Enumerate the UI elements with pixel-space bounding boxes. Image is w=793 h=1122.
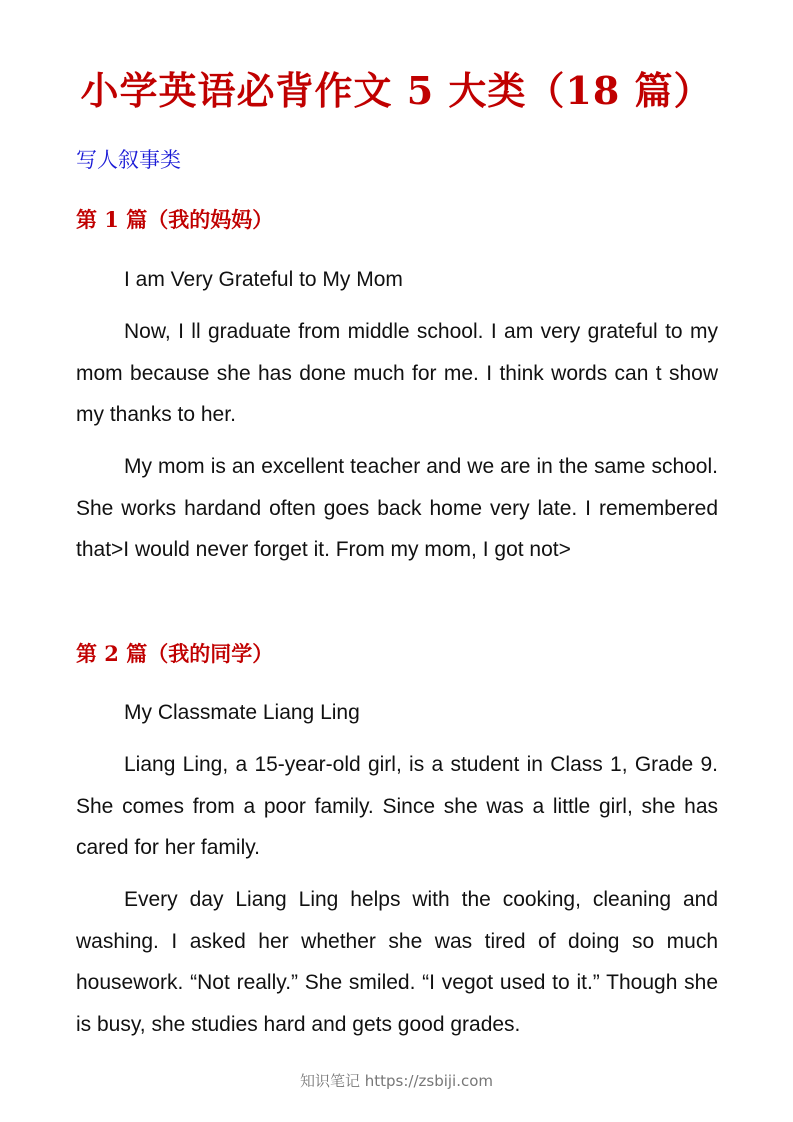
article-1-paragraph-2: My mom is an excellent teacher and we are in the same school. She works hardand often goes back home very late. I remembered that>I would never forget it. From my mom, I got not> bbox=[76, 455, 718, 562]
article-1-heading: 第 1 篇（我的妈妈） bbox=[76, 207, 274, 232]
article-1-essay-title: I am Very Grateful to My Mom bbox=[124, 268, 403, 291]
section-label: 写人叙事类 bbox=[76, 148, 181, 172]
page-title: 小学英语必背作文 5 大类（18 篇） bbox=[80, 68, 713, 113]
article-2-heading: 第 2 篇（我的同学） bbox=[76, 641, 274, 666]
article-2-paragraph-2: Every day Liang Ling helps with the cooking, cleaning and washing. I asked her whether she was tired of doing so much housework. “Not really.” She smiled. “I vegot used to it.” Though she is busy, she studies hard and gets good grades. bbox=[76, 888, 718, 1036]
article-1-paragraph-1: Now, I ll graduate from middle school. I am very grateful to my mom because she has done much for me. I think words can t show my thanks to her. bbox=[76, 320, 718, 427]
footer-watermark: 知识笔记 https://zsbiji.com bbox=[299, 1072, 494, 1090]
article-2-paragraph-1: Liang Ling, a 15-year-old girl, is a student in Class 1, Grade 9. She comes from a poor family. Since she was a little girl, she has cared for her family. bbox=[76, 753, 718, 860]
article-2-essay-title: My Classmate Liang Ling bbox=[124, 701, 360, 724]
